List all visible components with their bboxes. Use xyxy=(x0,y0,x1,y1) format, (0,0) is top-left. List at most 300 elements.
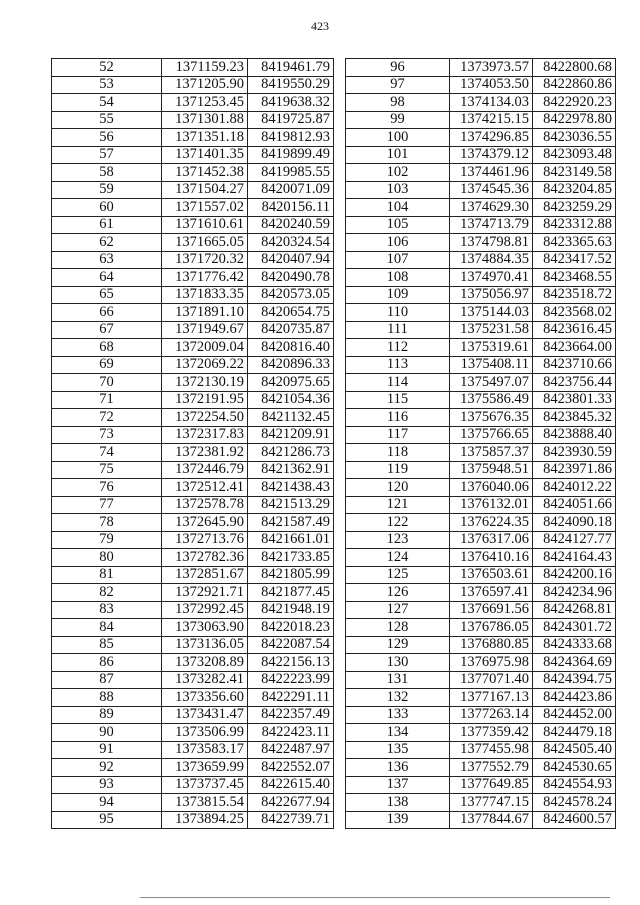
point-number-cell: 90 xyxy=(52,724,162,742)
table-row xyxy=(346,514,616,532)
point-number-cell: 96 xyxy=(346,59,450,77)
y-coordinate-cell: 8421877.45 xyxy=(248,584,334,602)
table-row xyxy=(346,234,616,252)
y-coordinate-cell: 8421362.91 xyxy=(248,461,334,479)
footer-rule xyxy=(140,897,610,898)
table-row xyxy=(52,111,334,129)
y-coordinate-cell: 8421661.01 xyxy=(248,531,334,549)
x-coordinate-cell: 1374884.35 xyxy=(450,251,533,269)
x-coordinate-cell: 1376975.98 xyxy=(450,654,533,672)
y-coordinate-cell: 8423204.85 xyxy=(533,181,616,199)
table-row xyxy=(52,496,334,514)
table-row xyxy=(346,654,616,672)
point-number-cell: 64 xyxy=(52,269,162,287)
x-coordinate-cell: 1376317.06 xyxy=(450,531,533,549)
table-row xyxy=(346,759,616,777)
point-number-cell: 108 xyxy=(346,269,450,287)
point-number-cell: 109 xyxy=(346,286,450,304)
y-coordinate-cell: 8419725.87 xyxy=(248,111,334,129)
x-coordinate-cell: 1371557.02 xyxy=(162,199,248,217)
y-coordinate-cell: 8420324.54 xyxy=(248,234,334,252)
point-number-cell: 71 xyxy=(52,391,162,409)
table-row xyxy=(346,461,616,479)
table-row xyxy=(52,374,334,392)
table-row xyxy=(52,689,334,707)
table-row xyxy=(346,601,616,619)
x-coordinate-cell: 1371504.27 xyxy=(162,181,248,199)
y-coordinate-cell: 8420156.11 xyxy=(248,199,334,217)
table-row xyxy=(52,339,334,357)
point-number-cell: 138 xyxy=(346,794,450,812)
point-number-cell: 110 xyxy=(346,304,450,322)
table-row xyxy=(346,356,616,374)
table-row xyxy=(346,426,616,444)
y-coordinate-cell: 8424200.16 xyxy=(533,566,616,584)
table-row xyxy=(346,216,616,234)
x-coordinate-cell: 1375857.37 xyxy=(450,444,533,462)
table-row xyxy=(346,339,616,357)
y-coordinate-cell: 8421209.91 xyxy=(248,426,334,444)
point-number-cell: 120 xyxy=(346,479,450,497)
table-row xyxy=(346,811,616,829)
point-number-cell: 59 xyxy=(52,181,162,199)
point-number-cell: 91 xyxy=(52,741,162,759)
x-coordinate-cell: 1374713.79 xyxy=(450,216,533,234)
point-number-cell: 77 xyxy=(52,496,162,514)
table-row xyxy=(52,286,334,304)
table-row xyxy=(346,164,616,182)
x-coordinate-cell: 1372992.45 xyxy=(162,601,248,619)
point-number-cell: 106 xyxy=(346,234,450,252)
y-coordinate-cell: 8424301.72 xyxy=(533,619,616,637)
table-row xyxy=(52,269,334,287)
point-number-cell: 87 xyxy=(52,671,162,689)
table-row xyxy=(346,706,616,724)
x-coordinate-cell: 1372009.04 xyxy=(162,339,248,357)
table-row xyxy=(52,794,334,812)
y-coordinate-cell: 8420896.33 xyxy=(248,356,334,374)
table-row xyxy=(346,199,616,217)
coordinates-table-right xyxy=(345,58,616,829)
x-coordinate-cell: 1377359.42 xyxy=(450,724,533,742)
y-coordinate-cell: 8423756.44 xyxy=(533,374,616,392)
table-row xyxy=(52,671,334,689)
y-coordinate-cell: 8419461.79 xyxy=(248,59,334,77)
table-row xyxy=(346,566,616,584)
x-coordinate-cell: 1374629.30 xyxy=(450,199,533,217)
y-coordinate-cell: 8421587.49 xyxy=(248,514,334,532)
x-coordinate-cell: 1375231.58 xyxy=(450,321,533,339)
point-number-cell: 85 xyxy=(52,636,162,654)
x-coordinate-cell: 1372921.71 xyxy=(162,584,248,602)
point-number-cell: 132 xyxy=(346,689,450,707)
x-coordinate-cell: 1373208.89 xyxy=(162,654,248,672)
x-coordinate-cell: 1372130.19 xyxy=(162,374,248,392)
y-coordinate-cell: 8424268.81 xyxy=(533,601,616,619)
x-coordinate-cell: 1377071.40 xyxy=(450,671,533,689)
table-row xyxy=(52,59,334,77)
y-coordinate-cell: 8423093.48 xyxy=(533,146,616,164)
x-coordinate-cell: 1372851.67 xyxy=(162,566,248,584)
point-number-cell: 55 xyxy=(52,111,162,129)
x-coordinate-cell: 1376410.16 xyxy=(450,549,533,567)
table-row xyxy=(52,94,334,112)
x-coordinate-cell: 1377455.98 xyxy=(450,741,533,759)
y-coordinate-cell: 8422087.54 xyxy=(248,636,334,654)
y-coordinate-cell: 8422860.86 xyxy=(533,76,616,94)
y-coordinate-cell: 8423365.63 xyxy=(533,234,616,252)
x-coordinate-cell: 1372069.22 xyxy=(162,356,248,374)
x-coordinate-cell: 1373583.17 xyxy=(162,741,248,759)
y-coordinate-cell: 8423259.29 xyxy=(533,199,616,217)
point-number-cell: 94 xyxy=(52,794,162,812)
table-row xyxy=(346,321,616,339)
y-coordinate-cell: 8424127.77 xyxy=(533,531,616,549)
point-number-cell: 73 xyxy=(52,426,162,444)
x-coordinate-cell: 1374296.85 xyxy=(450,129,533,147)
x-coordinate-cell: 1371351.18 xyxy=(162,129,248,147)
table-row xyxy=(346,391,616,409)
point-number-cell: 99 xyxy=(346,111,450,129)
point-number-cell: 102 xyxy=(346,164,450,182)
point-number-cell: 124 xyxy=(346,549,450,567)
x-coordinate-cell: 1373973.57 xyxy=(450,59,533,77)
x-coordinate-cell: 1375319.61 xyxy=(450,339,533,357)
point-number-cell: 105 xyxy=(346,216,450,234)
y-coordinate-cell: 8420490.78 xyxy=(248,269,334,287)
point-number-cell: 89 xyxy=(52,706,162,724)
y-coordinate-cell: 8423036.55 xyxy=(533,129,616,147)
x-coordinate-cell: 1374134.03 xyxy=(450,94,533,112)
table-row xyxy=(346,689,616,707)
y-coordinate-cell: 8421805.99 xyxy=(248,566,334,584)
point-number-cell: 136 xyxy=(346,759,450,777)
y-coordinate-cell: 8424234.96 xyxy=(533,584,616,602)
table-row xyxy=(52,234,334,252)
x-coordinate-cell: 1372446.79 xyxy=(162,461,248,479)
y-coordinate-cell: 8424423.86 xyxy=(533,689,616,707)
x-coordinate-cell: 1375056.97 xyxy=(450,286,533,304)
x-coordinate-cell: 1374379.12 xyxy=(450,146,533,164)
y-coordinate-cell: 8424479.18 xyxy=(533,724,616,742)
table-row xyxy=(346,269,616,287)
x-coordinate-cell: 1376597.41 xyxy=(450,584,533,602)
x-coordinate-cell: 1373737.45 xyxy=(162,776,248,794)
point-number-cell: 117 xyxy=(346,426,450,444)
point-number-cell: 80 xyxy=(52,549,162,567)
table-row xyxy=(346,111,616,129)
table-row xyxy=(52,724,334,742)
table-row xyxy=(52,164,334,182)
y-coordinate-cell: 8422487.97 xyxy=(248,741,334,759)
y-coordinate-cell: 8422018.23 xyxy=(248,619,334,637)
y-coordinate-cell: 8423468.55 xyxy=(533,269,616,287)
point-number-cell: 139 xyxy=(346,811,450,829)
point-number-cell: 116 xyxy=(346,409,450,427)
point-number-cell: 93 xyxy=(52,776,162,794)
y-coordinate-cell: 8421513.29 xyxy=(248,496,334,514)
y-coordinate-cell: 8423888.40 xyxy=(533,426,616,444)
table-row xyxy=(346,304,616,322)
x-coordinate-cell: 1372317.83 xyxy=(162,426,248,444)
point-number-cell: 133 xyxy=(346,706,450,724)
y-coordinate-cell: 8424394.75 xyxy=(533,671,616,689)
point-number-cell: 130 xyxy=(346,654,450,672)
x-coordinate-cell: 1372512.41 xyxy=(162,479,248,497)
table-row xyxy=(346,59,616,77)
x-coordinate-cell: 1373815.54 xyxy=(162,794,248,812)
x-coordinate-cell: 1376786.05 xyxy=(450,619,533,637)
table-row xyxy=(52,566,334,584)
table-row xyxy=(52,514,334,532)
x-coordinate-cell: 1371665.05 xyxy=(162,234,248,252)
table-row xyxy=(52,601,334,619)
y-coordinate-cell: 8422156.13 xyxy=(248,654,334,672)
table-row xyxy=(52,181,334,199)
x-coordinate-cell: 1374461.96 xyxy=(450,164,533,182)
y-coordinate-cell: 8420654.75 xyxy=(248,304,334,322)
table-row xyxy=(346,584,616,602)
table-row xyxy=(52,636,334,654)
table-row xyxy=(346,776,616,794)
y-coordinate-cell: 8423930.59 xyxy=(533,444,616,462)
y-coordinate-cell: 8423149.58 xyxy=(533,164,616,182)
table-row xyxy=(52,146,334,164)
y-coordinate-cell: 8421286.73 xyxy=(248,444,334,462)
point-number-cell: 69 xyxy=(52,356,162,374)
x-coordinate-cell: 1374545.36 xyxy=(450,181,533,199)
y-coordinate-cell: 8420407.94 xyxy=(248,251,334,269)
point-number-cell: 107 xyxy=(346,251,450,269)
x-coordinate-cell: 1371205.90 xyxy=(162,76,248,94)
point-number-cell: 81 xyxy=(52,566,162,584)
x-coordinate-cell: 1373282.41 xyxy=(162,671,248,689)
point-number-cell: 123 xyxy=(346,531,450,549)
table-row xyxy=(52,216,334,234)
table-row xyxy=(346,496,616,514)
x-coordinate-cell: 1374798.81 xyxy=(450,234,533,252)
point-number-cell: 101 xyxy=(346,146,450,164)
y-coordinate-cell: 8421132.45 xyxy=(248,409,334,427)
table-row xyxy=(346,549,616,567)
y-coordinate-cell: 8419985.55 xyxy=(248,164,334,182)
x-coordinate-cell: 1373506.99 xyxy=(162,724,248,742)
y-coordinate-cell: 8420573.05 xyxy=(248,286,334,304)
point-number-cell: 75 xyxy=(52,461,162,479)
x-coordinate-cell: 1373894.25 xyxy=(162,811,248,829)
x-coordinate-cell: 1371159.23 xyxy=(162,59,248,77)
y-coordinate-cell: 8422920.23 xyxy=(533,94,616,112)
y-coordinate-cell: 8421733.85 xyxy=(248,549,334,567)
table-row xyxy=(346,671,616,689)
x-coordinate-cell: 1375497.07 xyxy=(450,374,533,392)
x-coordinate-cell: 1376040.06 xyxy=(450,479,533,497)
point-number-cell: 70 xyxy=(52,374,162,392)
x-coordinate-cell: 1376691.56 xyxy=(450,601,533,619)
table-row xyxy=(52,461,334,479)
x-coordinate-cell: 1373063.90 xyxy=(162,619,248,637)
x-coordinate-cell: 1377552.79 xyxy=(450,759,533,777)
table-row xyxy=(346,374,616,392)
y-coordinate-cell: 8422291.11 xyxy=(248,689,334,707)
y-coordinate-cell: 8424333.68 xyxy=(533,636,616,654)
point-number-cell: 135 xyxy=(346,741,450,759)
x-coordinate-cell: 1375408.11 xyxy=(450,356,533,374)
table-row xyxy=(52,759,334,777)
x-coordinate-cell: 1372254.50 xyxy=(162,409,248,427)
point-number-cell: 76 xyxy=(52,479,162,497)
x-coordinate-cell: 1375766.65 xyxy=(450,426,533,444)
point-number-cell: 103 xyxy=(346,181,450,199)
y-coordinate-cell: 8422978.80 xyxy=(533,111,616,129)
point-number-cell: 65 xyxy=(52,286,162,304)
x-coordinate-cell: 1372381.92 xyxy=(162,444,248,462)
y-coordinate-cell: 8419899.49 xyxy=(248,146,334,164)
point-number-cell: 95 xyxy=(52,811,162,829)
point-number-cell: 119 xyxy=(346,461,450,479)
point-number-cell: 131 xyxy=(346,671,450,689)
x-coordinate-cell: 1372645.90 xyxy=(162,514,248,532)
point-number-cell: 113 xyxy=(346,356,450,374)
point-number-cell: 67 xyxy=(52,321,162,339)
point-number-cell: 118 xyxy=(346,444,450,462)
point-number-cell: 66 xyxy=(52,304,162,322)
x-coordinate-cell: 1371833.35 xyxy=(162,286,248,304)
table-row xyxy=(346,76,616,94)
point-number-cell: 128 xyxy=(346,619,450,637)
y-coordinate-cell: 8424012.22 xyxy=(533,479,616,497)
table-row xyxy=(346,636,616,654)
table-row xyxy=(52,706,334,724)
y-coordinate-cell: 8424600.57 xyxy=(533,811,616,829)
y-coordinate-cell: 8423801.33 xyxy=(533,391,616,409)
point-number-cell: 97 xyxy=(346,76,450,94)
table-row xyxy=(52,76,334,94)
point-number-cell: 88 xyxy=(52,689,162,707)
table-row xyxy=(346,286,616,304)
point-number-cell: 137 xyxy=(346,776,450,794)
y-coordinate-cell: 8423568.02 xyxy=(533,304,616,322)
point-number-cell: 54 xyxy=(52,94,162,112)
y-coordinate-cell: 8423710.66 xyxy=(533,356,616,374)
x-coordinate-cell: 1375586.49 xyxy=(450,391,533,409)
x-coordinate-cell: 1371776.42 xyxy=(162,269,248,287)
table-row xyxy=(52,811,334,829)
x-coordinate-cell: 1372713.76 xyxy=(162,531,248,549)
table-row xyxy=(52,531,334,549)
x-coordinate-cell: 1376503.61 xyxy=(450,566,533,584)
x-coordinate-cell: 1376880.85 xyxy=(450,636,533,654)
table-row xyxy=(52,479,334,497)
y-coordinate-cell: 8424164.43 xyxy=(533,549,616,567)
y-coordinate-cell: 8422800.68 xyxy=(533,59,616,77)
x-coordinate-cell: 1371452.38 xyxy=(162,164,248,182)
y-coordinate-cell: 8423518.72 xyxy=(533,286,616,304)
x-coordinate-cell: 1376224.35 xyxy=(450,514,533,532)
x-coordinate-cell: 1373659.99 xyxy=(162,759,248,777)
point-number-cell: 62 xyxy=(52,234,162,252)
point-number-cell: 127 xyxy=(346,601,450,619)
point-number-cell: 122 xyxy=(346,514,450,532)
y-coordinate-cell: 8424554.93 xyxy=(533,776,616,794)
y-coordinate-cell: 8422615.40 xyxy=(248,776,334,794)
y-coordinate-cell: 8423417.52 xyxy=(533,251,616,269)
point-number-cell: 112 xyxy=(346,339,450,357)
x-coordinate-cell: 1372191.95 xyxy=(162,391,248,409)
table-row xyxy=(52,356,334,374)
x-coordinate-cell: 1371401.35 xyxy=(162,146,248,164)
table-row xyxy=(52,129,334,147)
point-number-cell: 111 xyxy=(346,321,450,339)
y-coordinate-cell: 8424090.18 xyxy=(533,514,616,532)
y-coordinate-cell: 8422739.71 xyxy=(248,811,334,829)
table-row xyxy=(346,724,616,742)
x-coordinate-cell: 1373356.60 xyxy=(162,689,248,707)
table-row xyxy=(52,776,334,794)
point-number-cell: 86 xyxy=(52,654,162,672)
point-number-cell: 125 xyxy=(346,566,450,584)
x-coordinate-cell: 1371949.67 xyxy=(162,321,248,339)
x-coordinate-cell: 1375144.03 xyxy=(450,304,533,322)
table-row xyxy=(52,391,334,409)
table-row xyxy=(52,304,334,322)
x-coordinate-cell: 1375948.51 xyxy=(450,461,533,479)
table-row xyxy=(52,654,334,672)
point-number-cell: 104 xyxy=(346,199,450,217)
page-number: 423 xyxy=(311,19,329,33)
table-row xyxy=(52,426,334,444)
y-coordinate-cell: 8422552.07 xyxy=(248,759,334,777)
y-coordinate-cell: 8424505.40 xyxy=(533,741,616,759)
x-coordinate-cell: 1377649.85 xyxy=(450,776,533,794)
point-number-cell: 126 xyxy=(346,584,450,602)
y-coordinate-cell: 8423971.86 xyxy=(533,461,616,479)
table-row xyxy=(52,444,334,462)
y-coordinate-cell: 8420240.59 xyxy=(248,216,334,234)
y-coordinate-cell: 8420975.65 xyxy=(248,374,334,392)
y-coordinate-cell: 8423664.00 xyxy=(533,339,616,357)
point-number-cell: 60 xyxy=(52,199,162,217)
x-coordinate-cell: 1377167.13 xyxy=(450,689,533,707)
y-coordinate-cell: 8421054.36 xyxy=(248,391,334,409)
table-row xyxy=(346,409,616,427)
table-row xyxy=(52,584,334,602)
y-coordinate-cell: 8422223.99 xyxy=(248,671,334,689)
x-coordinate-cell: 1371253.45 xyxy=(162,94,248,112)
point-number-cell: 74 xyxy=(52,444,162,462)
x-coordinate-cell: 1371301.88 xyxy=(162,111,248,129)
y-coordinate-cell: 8421438.43 xyxy=(248,479,334,497)
table-row xyxy=(52,199,334,217)
point-number-cell: 98 xyxy=(346,94,450,112)
table-row xyxy=(52,409,334,427)
table-row xyxy=(346,129,616,147)
y-coordinate-cell: 8419812.93 xyxy=(248,129,334,147)
y-coordinate-cell: 8419638.32 xyxy=(248,94,334,112)
y-coordinate-cell: 8424578.24 xyxy=(533,794,616,812)
table-row xyxy=(52,619,334,637)
y-coordinate-cell: 8422357.49 xyxy=(248,706,334,724)
y-coordinate-cell: 8422677.94 xyxy=(248,794,334,812)
x-coordinate-cell: 1371610.61 xyxy=(162,216,248,234)
point-number-cell: 114 xyxy=(346,374,450,392)
y-coordinate-cell: 8421948.19 xyxy=(248,601,334,619)
table-row xyxy=(52,321,334,339)
point-number-cell: 63 xyxy=(52,251,162,269)
table-row xyxy=(346,181,616,199)
x-coordinate-cell: 1377747.15 xyxy=(450,794,533,812)
point-number-cell: 82 xyxy=(52,584,162,602)
